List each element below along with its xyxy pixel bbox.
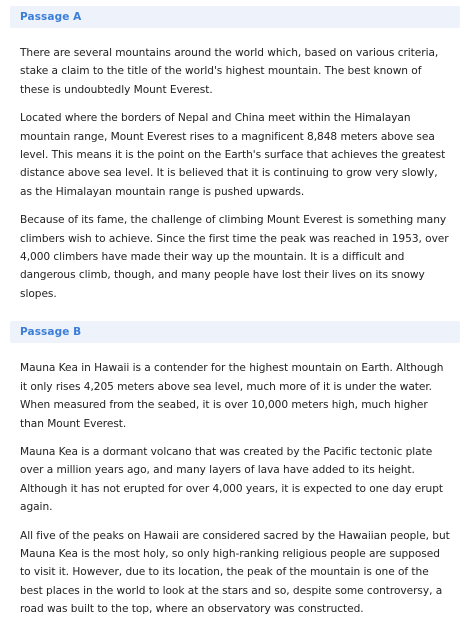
passage-a-paragraph-3: Because of its fame, the challenge of climbing Mount Everest is something many climbers wish to achieve. Since the first time the peak was reached in 1953, over 4,000 climbers have made their way up the mountain. It is a difficult and dangerous climb, though, and many people have lost their lives on its snowy slopes. bbox=[20, 214, 449, 300]
passage-b-paragraph-2: Mauna Kea is a dormant volcano that was created by the Pacific tectonic plate over a million years ago, and many layers of lava have added to its height. Although it has not erupted for over 4,000 years, it is expected to one day erupt again. bbox=[20, 445, 443, 514]
passage-a-paragraph-2: Located where the borders of Nepal and China meet within the Himalayan mountain range, Mount Everest rises to a magnificent 8,848 meters above sea level. This means it is the point on the Earth's surface that achieves the greatest distance above sea level. It is believed that it is continuing to grow very slowly, as the Himalayan mountain range is pushed upwards. bbox=[20, 112, 446, 198]
passage-a-label: Passage A bbox=[20, 11, 82, 23]
passage-b-label: Passage B bbox=[20, 326, 82, 339]
passage-b-paragraph-3: All five of the peaks on Hawaii are considered sacred by the Hawaiian people, but Mauna Kea is the most holy, so only high-ranking religious people are supposed to visit it. However, due to its location, the peak of the mountain is one of the best places in the world to look at the stars and so, despite some controversy, a road was built to the top, where an observatory was constructed. bbox=[20, 529, 450, 616]
passage-a-paragraph-1: There are several mountains around the world which, based on various criteria, stake a claim to the title of the world's highest mountain. The best known of these is undoubtedly Mount Everest. bbox=[20, 47, 439, 96]
passage-b-paragraph-1: Mauna Kea in Hawaii is a contender for the highest mountain on Earth. Although it only rises 4,205 meters above sea level, much more of it is under the water. When measured from the seabed, it is over 10,000 meters high, much higher than Mount Everest. bbox=[20, 362, 444, 430]
passage-a-header bbox=[10, 6, 460, 28]
passage-b-header bbox=[10, 321, 460, 343]
